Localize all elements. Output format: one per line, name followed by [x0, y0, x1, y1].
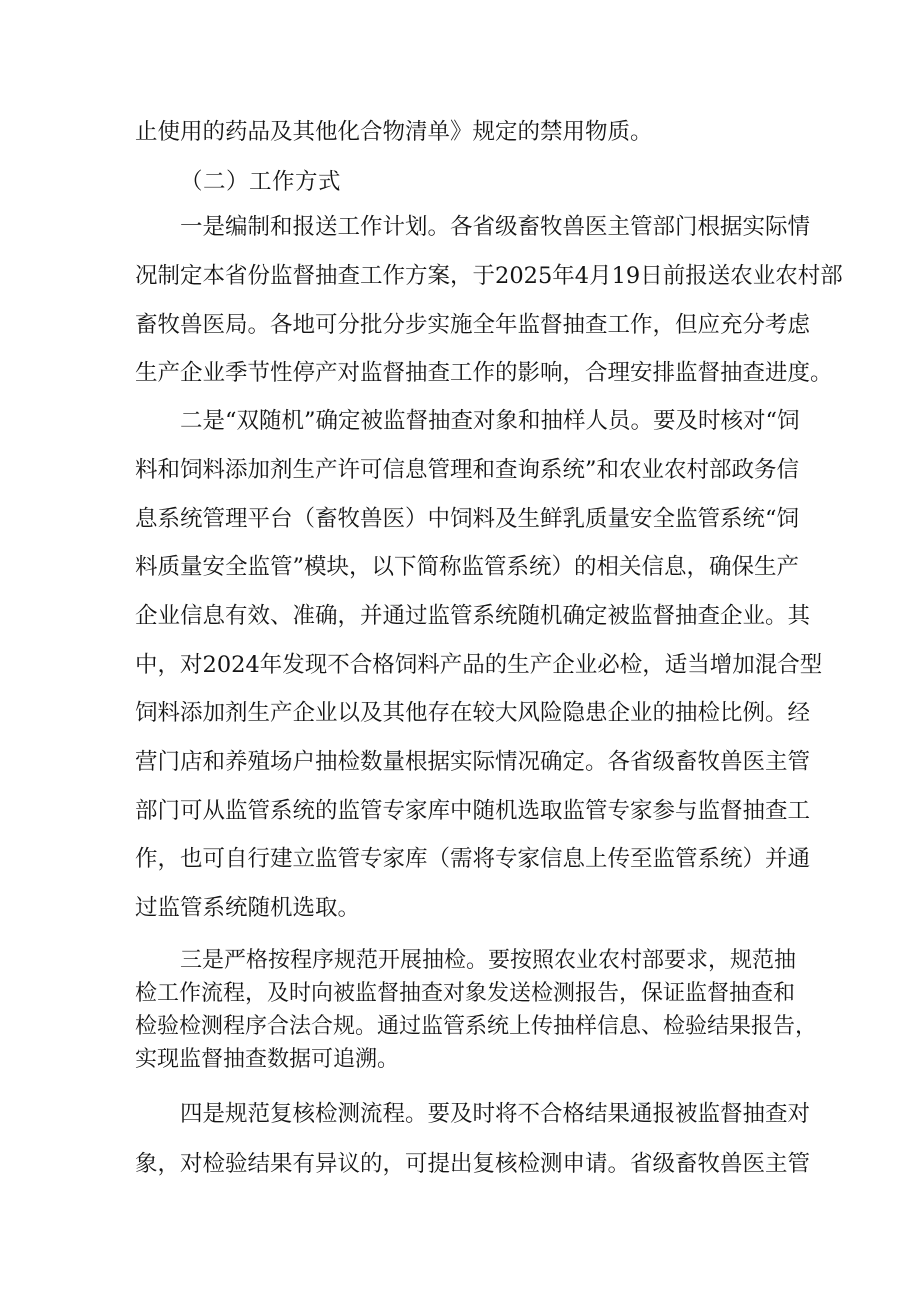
paragraph-line: 检验检测程序合法合规。通过监管系统上传抽样信息、检验结果报告， — [135, 1014, 818, 1039]
paragraph-line: 二是“双随机”确定被监督抽查对象和抽样人员。要及时核对“饲 — [180, 408, 800, 434]
paragraph-line: 止使用的药品及其他化合物清单》规定的禁用物质。 — [135, 119, 653, 145]
paragraph-line: 三是严格按程序规范开展抽检。要按照农业农村部要求，规范抽 — [180, 948, 797, 973]
paragraph-line: 饲料添加剂生产企业以及其他存在较大风险隐患企业的抽检比例。经 — [135, 700, 811, 726]
paragraph-line: 作，也可自行建立监管专家库（需将专家信息上传至监管系统）并通 — [135, 846, 811, 872]
paragraph-line: 中，对2024年发现不合格饲料产品的生产企业必检，适当增加混合型 — [135, 652, 823, 678]
paragraph-line: 况制定本省份监督抽查工作方案，于2025年4月19日前报送农业农村部 — [135, 263, 843, 289]
paragraph-line: 料和饲料添加剂生产许可信息管理和查询系统”和农业农村部政务信 — [135, 457, 800, 483]
paragraph-line: 过监管系统随机选取。 — [135, 895, 361, 921]
paragraph-line: 息系统管理平台（畜牧兽医）中饲料及生鲜乳质量安全监管系统“饲 — [135, 506, 800, 532]
paragraph-line: 检工作流程，及时向被监督抽查对象发送检测报告，保证监督抽查和 — [135, 981, 796, 1006]
paragraph-line: 四是规范复核检测流程。要及时将不合格结果通报被监督抽查对 — [180, 1101, 811, 1127]
section-heading: （二）工作方式 — [180, 169, 342, 195]
paragraph-line: 部门可从监管系统的监管专家库中随机选取监管专家参与监督抽查工 — [135, 798, 811, 824]
paragraph-line: 象，对检验结果有异议的，可提出复核检测申请。省级畜牧兽医主管 — [135, 1151, 811, 1177]
paragraph-line: 生产企业季节性停产对监督抽查工作的影响，合理安排监督抽查进度。 — [135, 360, 833, 386]
paragraph-line: 企业信息有效、准确，并通过监管系统随机确定被监督抽查企业。其 — [135, 603, 811, 629]
paragraph-line: 畜牧兽医局。各地可分批分步实施全年监督抽查工作，但应充分考虑 — [135, 312, 811, 338]
paragraph-line: 一是编制和报送工作计划。各省级畜牧兽医主管部门根据实际情 — [180, 214, 811, 240]
paragraph-line: 实现监督抽查数据可追溯。 — [135, 1047, 400, 1072]
paragraph-line: 料质量安全监管”模块，以下简称监管系统）的相关信息，确保生产 — [135, 554, 800, 580]
paragraph-line: 营门店和养殖场户抽检数量根据实际情况确定。各省级畜牧兽医主管 — [135, 749, 811, 775]
